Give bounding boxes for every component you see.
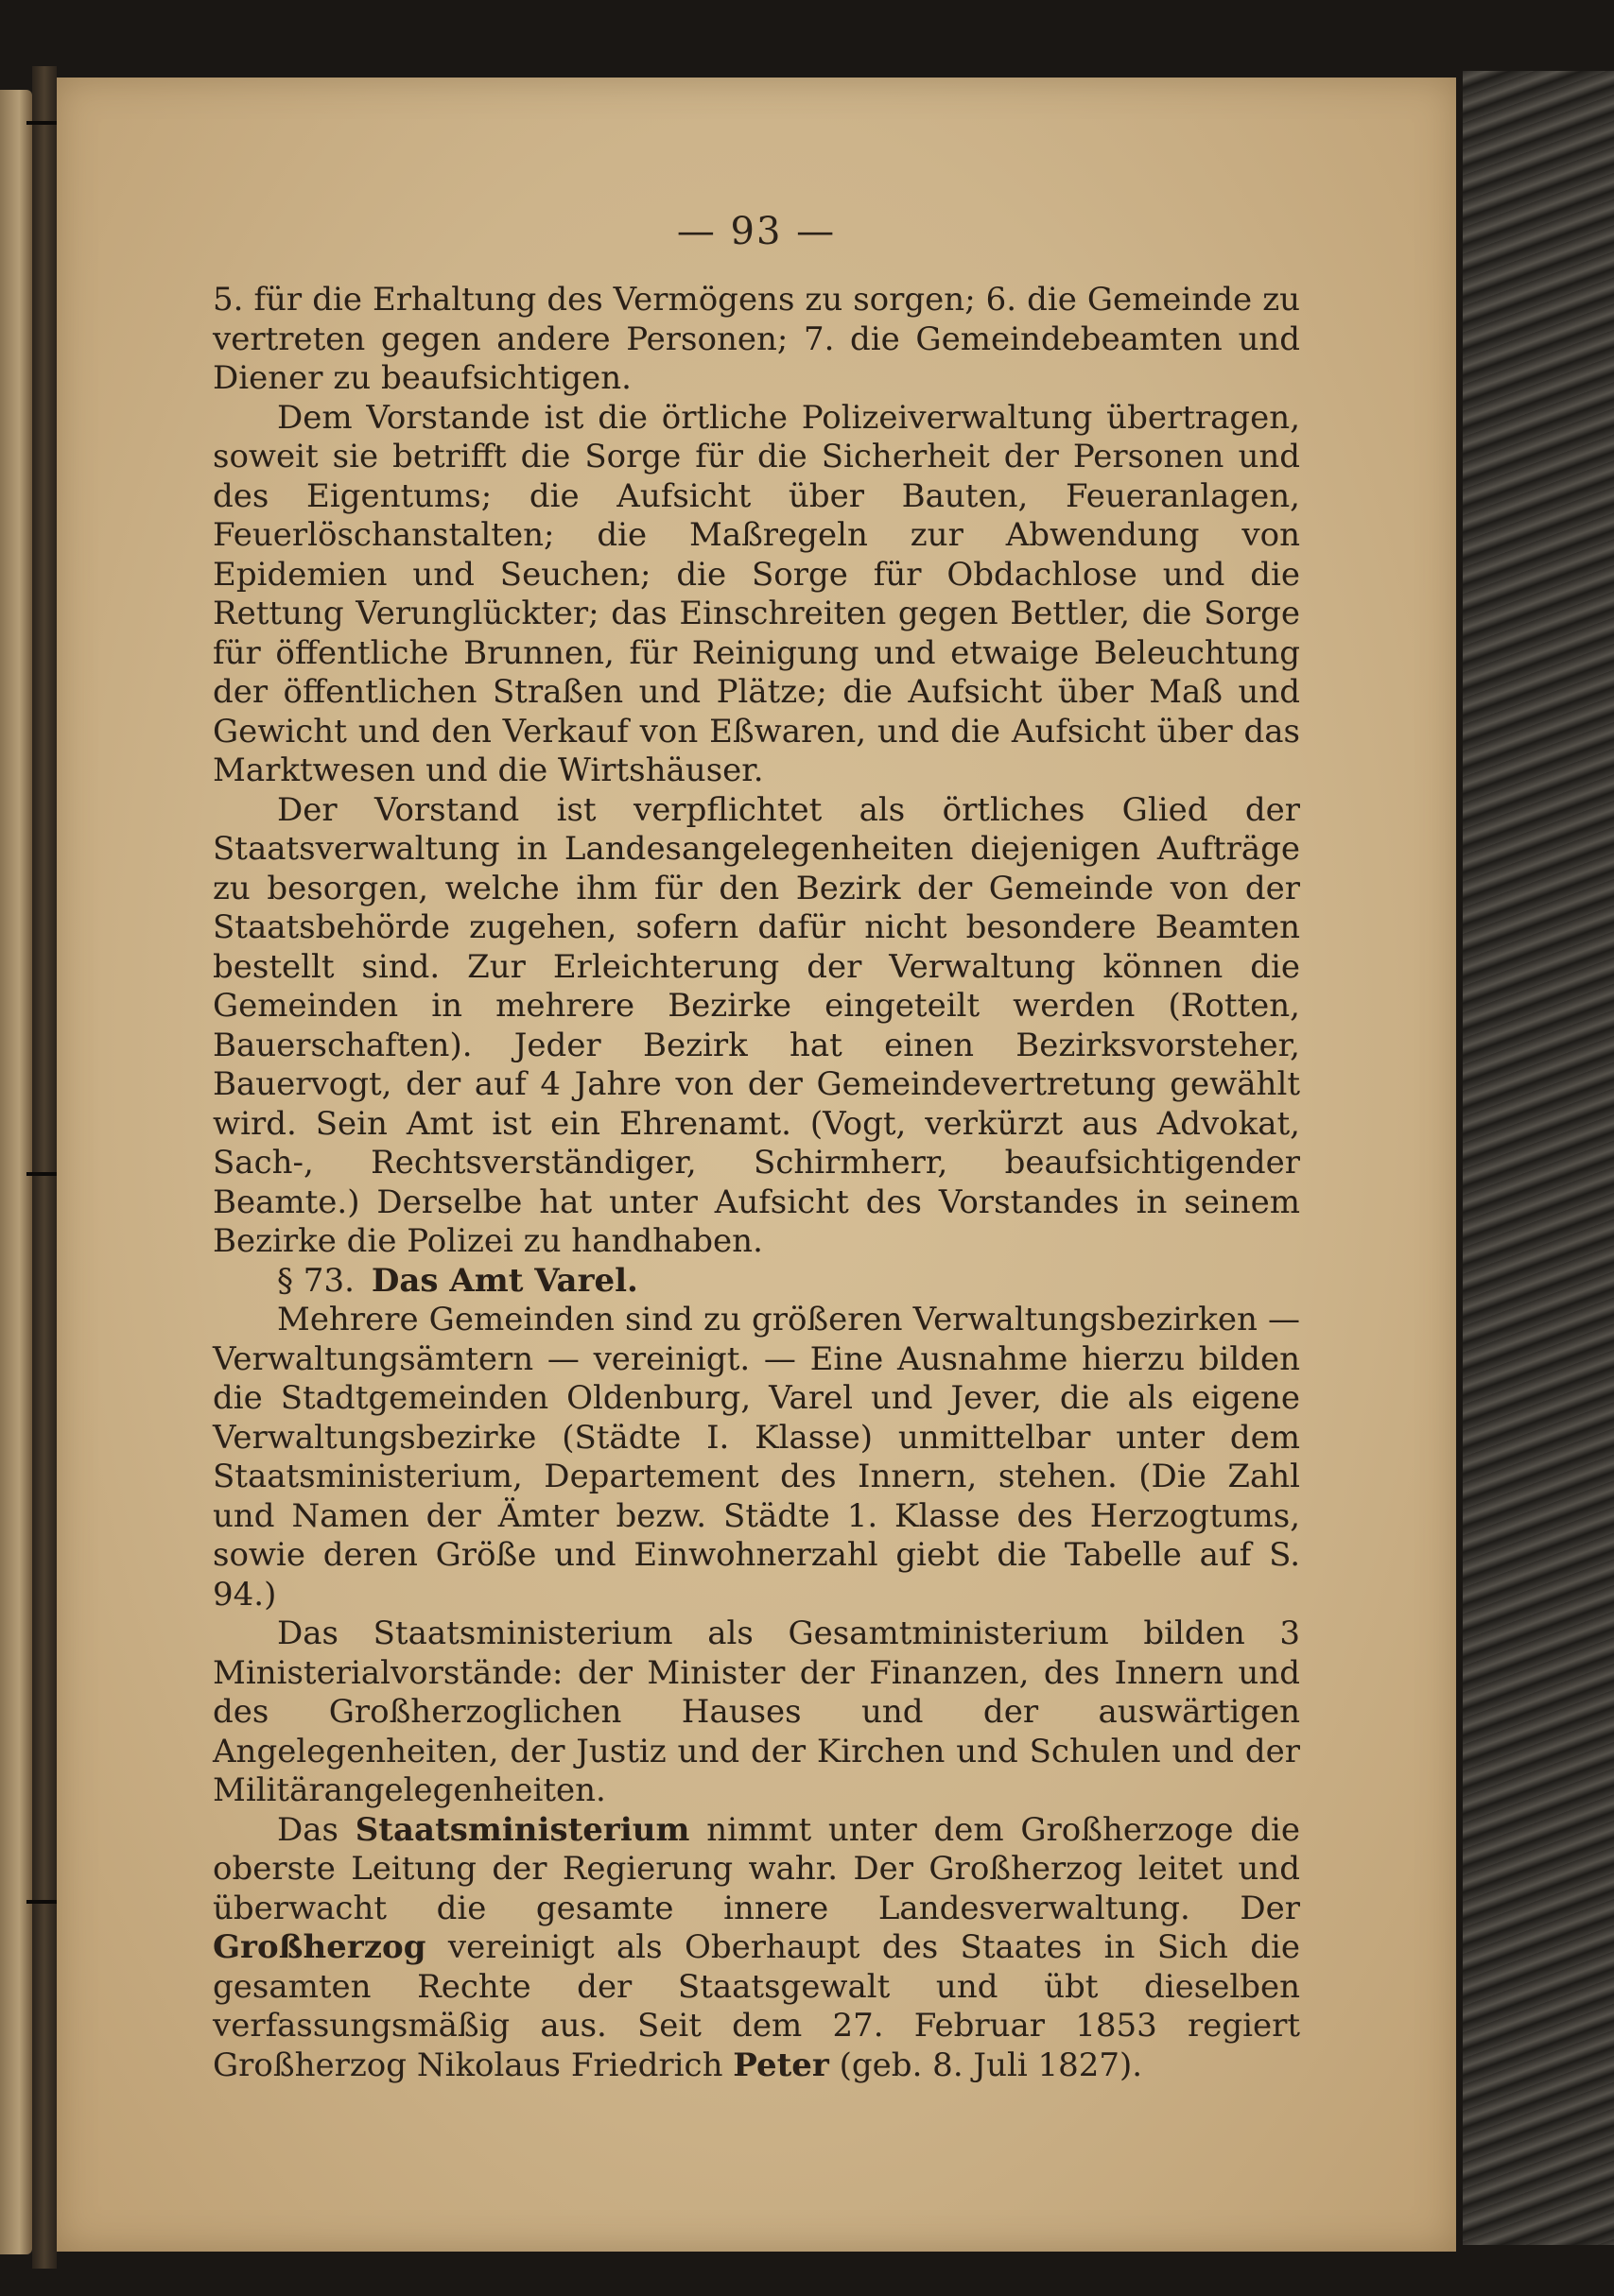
paragraph: 5. für die Erhaltung des Vermögens zu sorgen; 6. die Gemeinde zu vertreten gegen andere Personen; 7. die Gemeindebeamten und Diener zu beaufsichtigen. <box>213 281 1300 397</box>
paragraph: Mehrere Gemeinden sind zu größeren Verwaltungsbezirken — Verwaltungsämtern — vereinigt. — Eine Ausnahme hierzu bilden die Stadtgemeinden Oldenburg, Varel und Jever, die als eigene Verwaltungsbezirke (Städte I. Klasse) unmittelbar unter dem Staatsministerium, Departement des Innern, stehen. (Die Zahl und Namen der Ämter bezw. Städte 1. Klasse des Herzogtums, sowie deren Größe und Einwohnerzahl giebt die Tabelle auf S. 94.) <box>213 1301 1300 1614</box>
marbled-cover-edge <box>1463 71 1614 2245</box>
text-run: nimmt unter dem Großherzoge die oberste Leitung der Regierung wahr. Der Großherzog leitet und überwacht die gesamte innere Landesverwaltung. Der <box>213 1810 1301 1927</box>
emphasized-term: Großherzog <box>213 1928 426 1966</box>
book-gutter <box>32 66 57 2269</box>
section-heading <box>213 1262 1300 1302</box>
text-run: (geb. 8. Juli 1827). <box>839 2046 1143 2084</box>
paragraph: Der Vorstand ist verpflichtet als örtliches Glied der Staatsverwaltung in Landesangelegenheiten diejenigen Aufträge zu besorgen, welche ihm für den Bezirk der Gemeinde von der Staatsbehörde zugehen, sofern dafür nicht besondere Beamten bestellt sind. Zur Erleichterung der Verwaltung können die Gemeinden in mehrere Bezirke eingeteilt werden (Rotten, Bauerschaften). Jeder Bezirk hat einen Bezirksvorsteher, Bauervogt, der auf 4 Jahre von der Gemeindevertretung gewählt wird. Sein Amt ist ein Ehrenamt. (Vogt, verkürzt aus Advokat, Sach-, Rechtsverständiger, Schirmherr, beaufsichtigender Beamte.) Derselbe hat unter Aufsicht des Vorstandes in seinem Bezirke die Polizei zu handhaben. <box>213 790 1300 1260</box>
text-run: vereinigt als Oberhaupt des Staates in Sich die gesamten Rechte der Staatsgewalt und übt dieselben verfassungsmäßig aus. Seit dem 27. Februar 1853 regiert Großherzog Nikolaus Friedrich <box>213 1928 1300 2084</box>
section-number: § 73. <box>277 1261 355 1300</box>
text-run: Das <box>277 1810 338 1849</box>
paragraph: Das Staatsministerium als Gesamtministerium bilden 3 Ministerialvorstände: der Minister der Finanzen, des Innern und des Großherzoglichen Hauses und der auswärtigen Angelegenheiten, der Justiz und der Kirchen und Schulen und der Militärangelegenheiten. <box>213 1614 1300 1809</box>
paragraph: Dem Vorstande ist die örtliche Polizeiverwaltung übertragen, soweit sie betrifft die Sorge für die Sicherheit der Personen und des Eigentums; die Aufsicht über Bauten, Feueranlagen, Feuerlöschanstalten; die Maßregeln zur Abwendung von Epidemien und Seuchen; die Sorge für Obdachlose und die Rettung Verunglückter; das Einschreiten gegen Bettler, die Sorge für öffentliche Brunnen, für Reinigung und etwaige Beleuchtung der öffentlichen Straßen und Plätze; die Aufsicht über Maß und Gewicht und den Verkauf von Eßwaren, und die Aufsicht über das Marktwesen und die Wirtshäuser. <box>213 398 1300 789</box>
paragraph <box>213 1811 1300 2086</box>
page-number: — 93 — <box>676 210 837 253</box>
section-title: Das Amt Varel. <box>371 1261 638 1300</box>
page-text <box>213 281 1300 2085</box>
book-page <box>57 78 1456 2252</box>
emphasized-term: Peter <box>733 2046 829 2084</box>
emphasized-term: Staatsministerium <box>355 1810 690 1849</box>
